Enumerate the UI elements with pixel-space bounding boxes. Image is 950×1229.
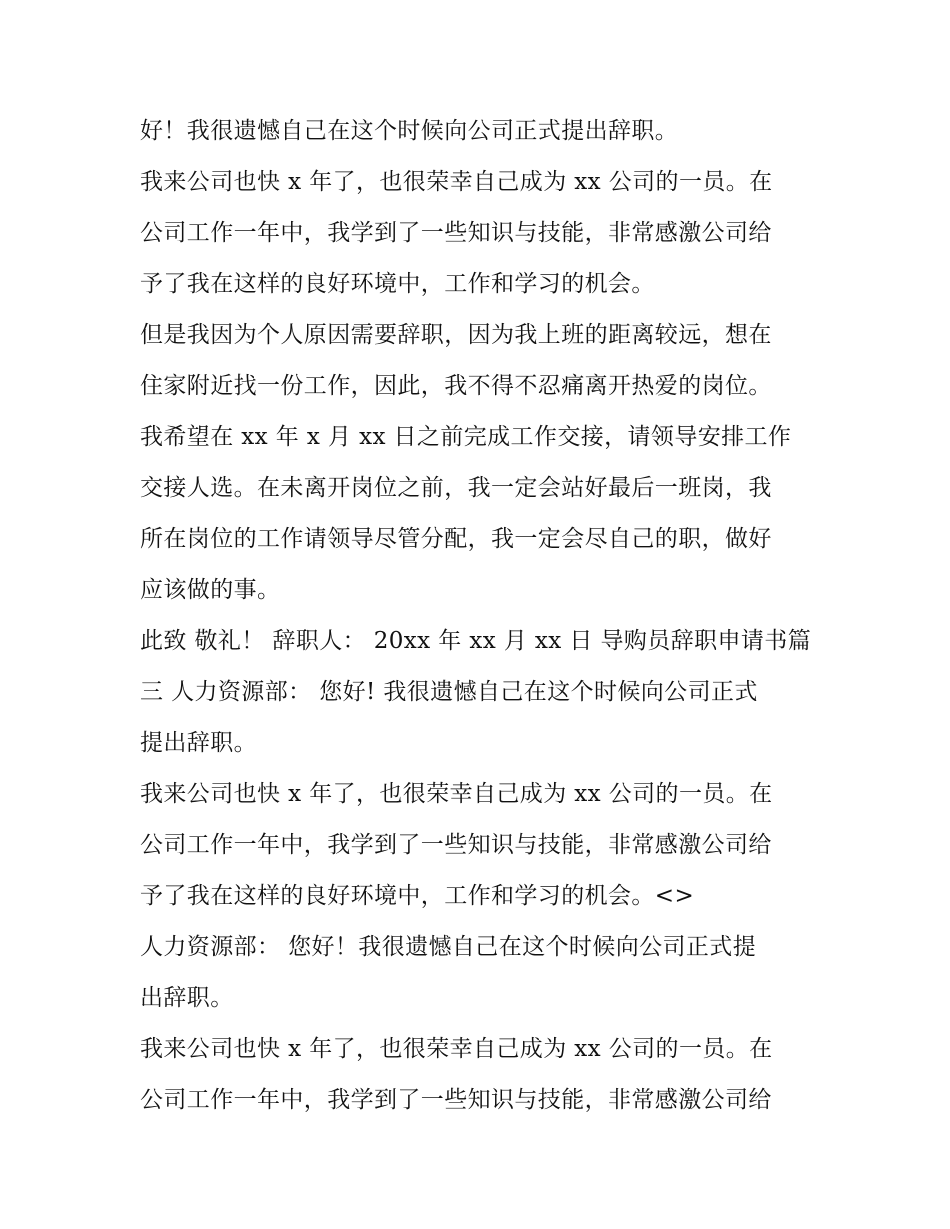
text-line: 我希望在 xx 年 x 月 xx 日之前完成工作交接，请领导安排工作 — [140, 424, 792, 450]
text-line: 三 人力资源部： 您好! 我很遗憾自己在这个时候向公司正式 — [140, 679, 758, 705]
text-line: 提出辞职。 — [140, 730, 257, 756]
text-line: 好！我很遗憾自己在这个时候向公司正式提出辞职。 — [140, 118, 679, 144]
text-line: 我来公司也快 x 年了，也很荣幸自己成为 xx 公司的一员。在 — [140, 781, 773, 807]
text-line: 但是我因为个人原因需要辞职，因为我上班的距离较远，想在 — [140, 322, 772, 348]
text-line: 此致 敬礼！ 辞职人： 20xx 年 xx 月 xx 日 导购员辞职申请书篇 — [140, 628, 812, 654]
text-line: 人力资源部： 您好！我很遗憾自己在这个时候向公司正式提 — [140, 934, 757, 960]
text-line: 予了我在这样的良好环境中，工作和学习的机会。 — [140, 271, 655, 297]
text-line: 予了我在这样的良好环境中，工作和学习的机会。<> — [140, 883, 695, 909]
text-line: 公司工作一年中，我学到了一些知识与技能，非常感激公司给 — [140, 1087, 772, 1113]
text-line: 住家附近找一份工作，因此，我不得不忍痛离开热爱的岗位。 — [140, 373, 772, 399]
text-line: 应该做的事。 — [140, 577, 281, 603]
text-line: 公司工作一年中，我学到了一些知识与技能，非常感激公司给 — [140, 220, 772, 246]
text-line: 交接人选。在未离开岗位之前，我一定会站好最后一班岗，我 — [140, 475, 772, 501]
text-line: 我来公司也快 x 年了，也很荣幸自己成为 xx 公司的一员。在 — [140, 169, 773, 195]
text-line: 出辞职。 — [140, 985, 234, 1011]
text-line: 公司工作一年中，我学到了一些知识与技能，非常感激公司给 — [140, 832, 772, 858]
text-line: 我来公司也快 x 年了，也很荣幸自己成为 xx 公司的一员。在 — [140, 1036, 773, 1062]
document-body — [140, 106, 830, 1126]
text-line: 所在岗位的工作请领导尽管分配，我一定会尽自己的职，做好 — [140, 526, 772, 552]
